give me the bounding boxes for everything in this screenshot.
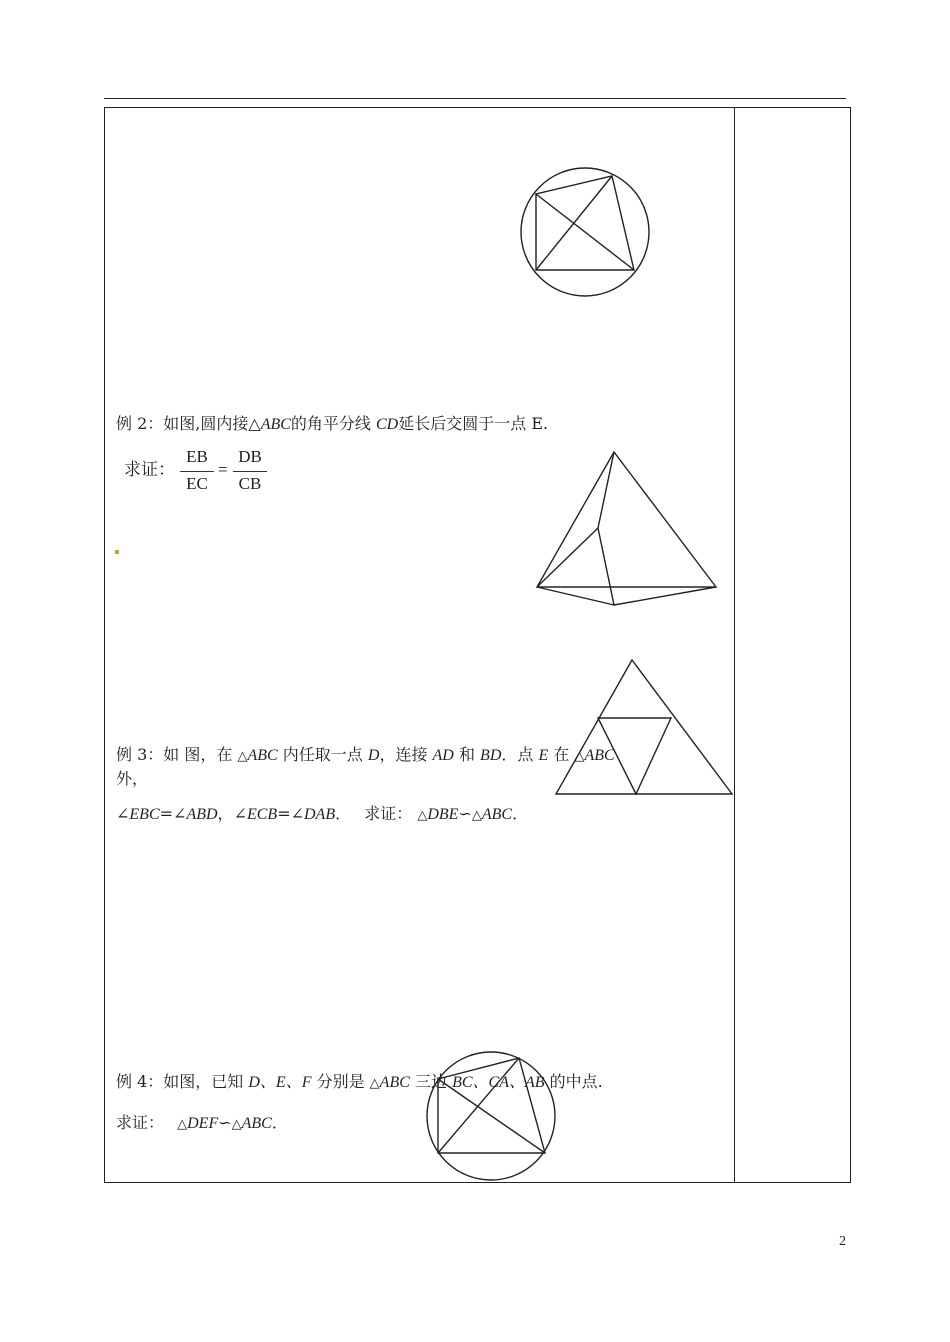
equals-sign: =	[218, 460, 228, 479]
example3-conditions: ∠EBC=∠ABD，∠ECB=∠DAB． 求证： △DBE∽△ABC．	[116, 804, 529, 823]
figure-triangle-example2	[537, 452, 716, 605]
example4-statement: 例 4：如图，已知 D、E、F 分别是 △ABC 三边 BC、CA、AB 的中点.	[116, 1072, 603, 1091]
example4-prove: 求证： △DEF∽△ABC．	[116, 1113, 288, 1132]
example3-statement-cont: 外，	[116, 769, 149, 788]
figure-midpoint-triangle	[556, 660, 732, 794]
page-number: 2	[839, 1234, 846, 1249]
example2-prove-label: 求证：	[124, 460, 175, 480]
figure-circle-top	[521, 168, 649, 296]
example2-statement: 例 2：如图,圆内接△ABC的角平分线 CD延长后交圆于一点 E.	[116, 414, 549, 433]
example3-statement: 例 3：如 图，在 △ABC 内任取一点 D，连接 AD 和 BD．点 E 在 △ABC	[116, 745, 615, 764]
marker-dot	[115, 550, 119, 554]
